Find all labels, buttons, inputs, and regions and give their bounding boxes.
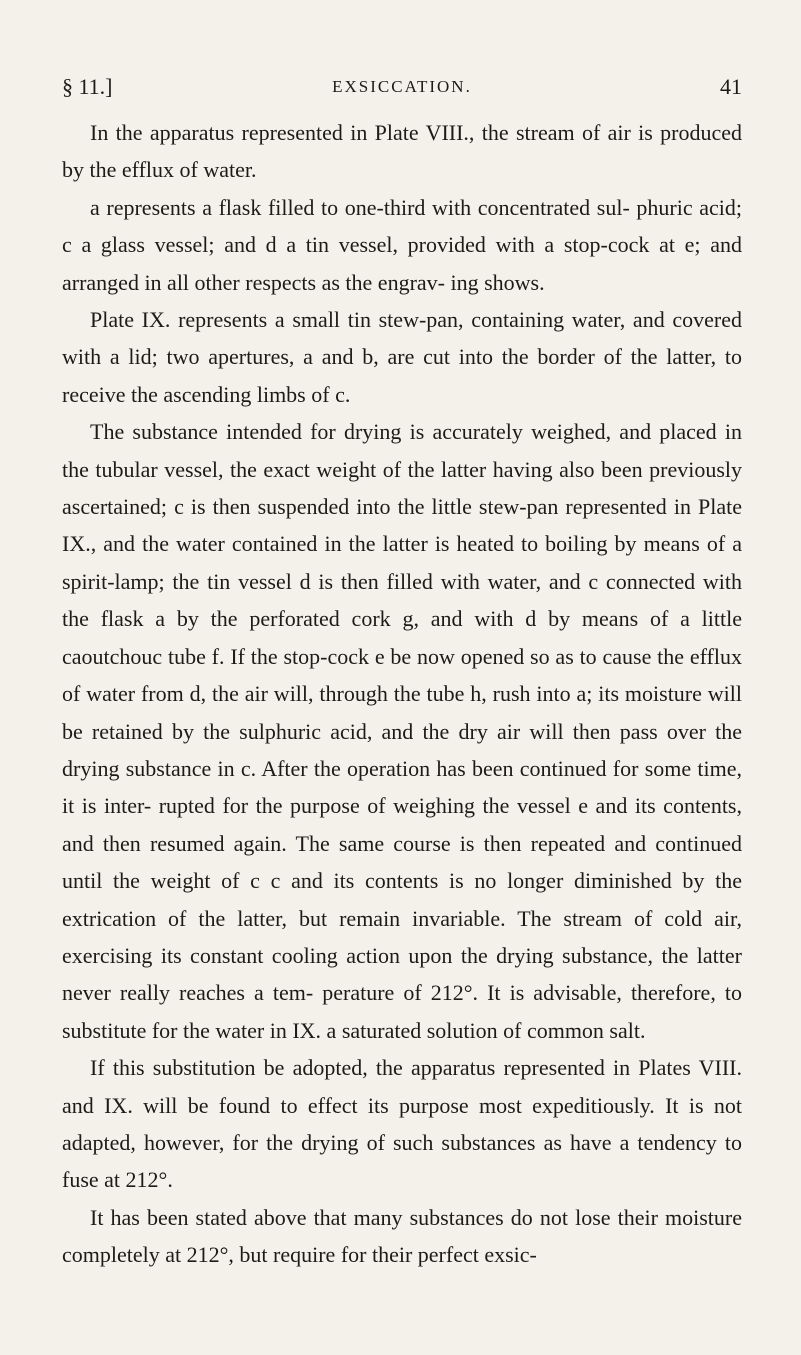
paragraph: If this substitution be adopted, the apparatus represented in Plates VIII. and IX. will be found to effect its purpose most expeditiously. It is not adapted, however, for the drying of such substances as have a tendency to fuse at 212°. xyxy=(62,1055,742,1193)
section-marker: § 11.] xyxy=(62,74,113,99)
paragraph: In the apparatus represented in Plate VIII., the stream of air is produced by the efflux of water. xyxy=(62,120,742,183)
paragraph: a represents a flask filled to one-third with concentrated sul- phuric acid; c a glass vessel; and d a tin vessel, provided with a stop-cock at e; and arranged in all other respects as the engrav- ing shows. xyxy=(62,194,742,295)
page-number: 41 xyxy=(720,74,742,99)
paragraph: It has been stated above that many substances do not lose their moisture completely at 212°, but require for their perfect exsic- xyxy=(62,1204,742,1268)
body-text xyxy=(62,114,742,1274)
running-title: EXSICCATION. xyxy=(332,77,472,96)
paragraph: Plate IX. represents a small tin stew-pan, containing water, and covered with a lid; two apertures, a and b, are cut into the border of the latter, to receive the ascending limbs of c. xyxy=(62,307,742,407)
paragraph: The substance intended for drying is accurately weighed, and placed in the tubular vessel, the exact weight of the latter having also been previously ascertained; c is then suspended into the little stew-pan represented in Plate IX., and the water contained in the latter is heated to boiling by means of a spirit-lamp; the tin vessel d is then filled with water, and c connected with the flask a by the perforated cork g, and with d by means of a little caoutchouc tube f. If the stop-cock e be now opened so as to cause the efflux of water from d, the air will, through the tube h, rush into a; its moisture will be retained by the sulphuric acid, and the dry air will then pass over the drying substance in c. After the operation has been continued for some time, it is inter- rupted for the purpose of weighing the vessel e and its contents, and then resumed again. The same course is then repeated and continued until the weight of c c and its contents is no longer diminished by the extrication of the latter, but remain invariable. The stream of cold air, exercising its constant cooling action upon the drying substance, the latter never really reaches a tem- perature of 212°. It is advisable, therefore, to substitute for the water in IX. a saturated solution of common salt. xyxy=(62,419,742,1043)
page-header xyxy=(62,74,742,108)
